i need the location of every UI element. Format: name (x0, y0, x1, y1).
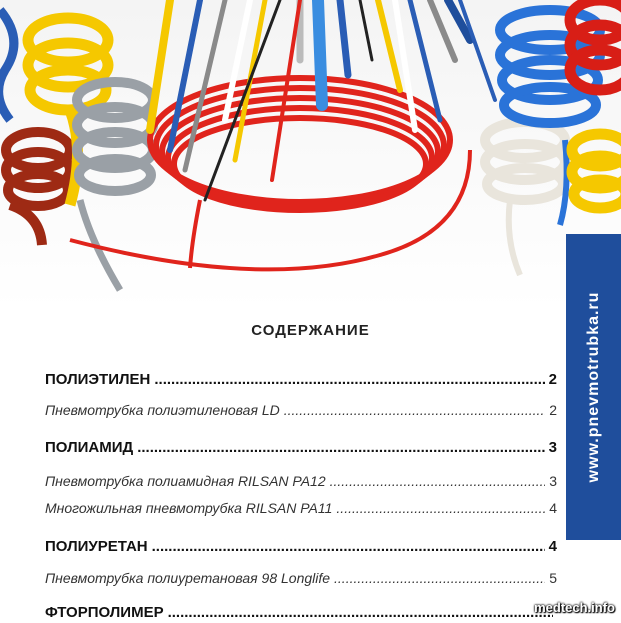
toc-leader-dots (334, 570, 545, 586)
toc-entry-polyurethane-98[interactable] (45, 570, 557, 586)
website-sidebar (566, 234, 621, 540)
toc-leader-dots (154, 371, 544, 388)
toc-title: СОДЕРЖАНИЕ (251, 322, 370, 339)
toc-entry-fluoropolymer[interactable] (45, 604, 557, 621)
toc-entry-page: 4 (548, 538, 557, 555)
toc-leader-dots (284, 402, 545, 418)
toc-entry-polyurethane[interactable] (45, 538, 557, 555)
tubes-illustration (0, 0, 621, 310)
hero-photo-tubes (0, 0, 621, 310)
toc-entry-polyethylene[interactable] (45, 371, 557, 388)
toc-entry-page: 2 (549, 402, 557, 418)
toc-leader-dots (168, 604, 553, 621)
toc-entry-label: ФТОРПОЛИМЕР (45, 604, 164, 621)
toc-entry-label: Пневмотрубка полиамидная RILSAN PA12 (45, 473, 326, 489)
toc-entry-label: ПОЛИАМИД (45, 439, 134, 456)
toc-entry-page: 3 (549, 473, 557, 489)
toc-leader-dots (137, 439, 544, 456)
toc-leader-dots (336, 500, 545, 516)
toc-entry-label: ПОЛИУРЕТАН (45, 538, 148, 555)
toc-entry-label: Многожильная пневмотрубка RILSAN PA11 (45, 500, 333, 516)
toc-leader-dots (330, 473, 546, 489)
toc-entry-page: 3 (548, 439, 557, 456)
toc-entry-polyethylene-ld[interactable] (45, 402, 557, 418)
toc-entry-label: ПОЛИЭТИЛЕН (45, 371, 151, 388)
toc-entry-label: Пневмотрубка полиэтиленовая LD (45, 402, 280, 418)
toc-entry-page: 5 (549, 570, 557, 586)
toc-entry-label: Пневмотрубка полиуретановая 98 Longlife (45, 570, 331, 586)
toc-entry-polyamide[interactable] (45, 439, 557, 456)
toc-entry-page: 4 (549, 500, 557, 516)
toc-leader-dots (152, 538, 545, 555)
website-url[interactable]: www.pnevmotrubka.ru (584, 291, 602, 483)
toc-entry-rilsan-pa11[interactable] (45, 500, 557, 516)
toc-entry-page: 2 (548, 371, 557, 388)
watermark: medtech.info (534, 600, 615, 615)
toc-entry-rilsan-pa12[interactable] (45, 473, 557, 489)
